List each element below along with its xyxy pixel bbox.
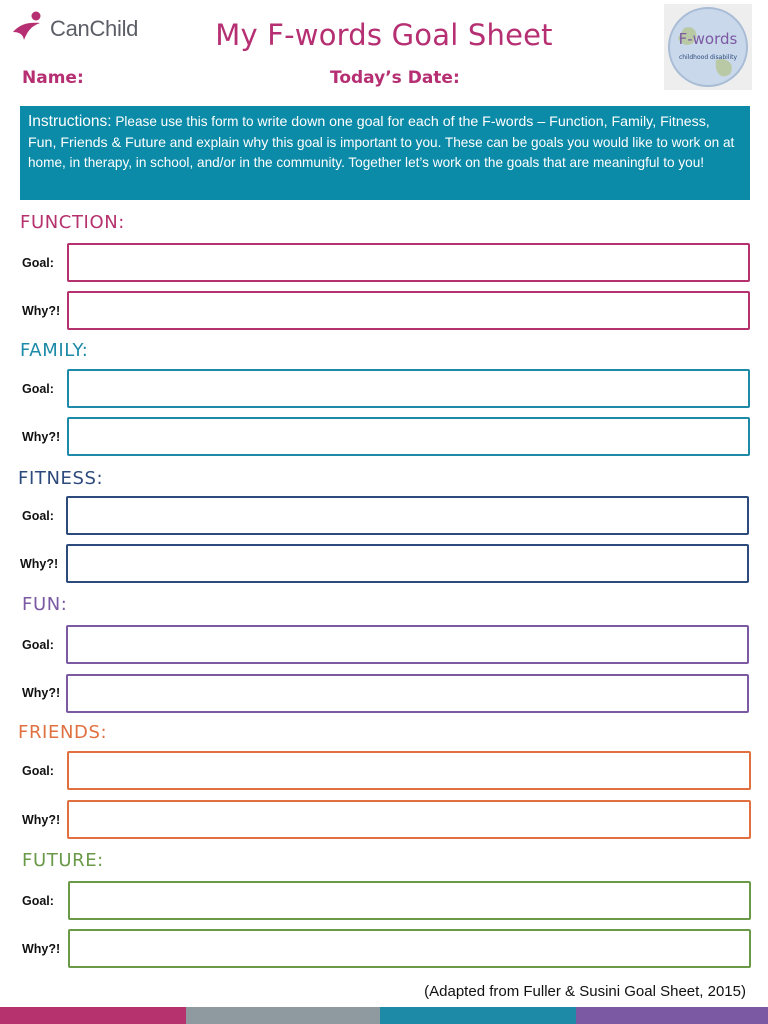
canchild-brand-text: CanChild (50, 16, 139, 41)
stripe-segment-grey (186, 1007, 380, 1024)
fun-why-field[interactable] (66, 674, 749, 713)
f-words-globe-badge (664, 4, 752, 90)
instructions-text-2: and explain (166, 134, 244, 150)
goal-label: Goal: (22, 894, 54, 908)
fitness-why-field[interactable] (66, 544, 749, 583)
family-why-field[interactable] (67, 417, 750, 456)
instructions-emphasis-2: why (243, 134, 269, 151)
why-label: Why?! (22, 686, 61, 700)
section-heading-fitness: FITNESS: (18, 468, 104, 489)
section-heading-friends: FRIENDS: (18, 722, 108, 743)
section-heading-future: FUTURE: (22, 850, 104, 871)
function-why-field[interactable] (67, 291, 750, 330)
instructions-text-3: this goal is important to you. These can be goals you would like to work on at home, in therapy, in school, and/or in the community. Together let’s work on the goals that are meaningful to you! (28, 134, 735, 170)
stripe-segment-pink (0, 1007, 186, 1024)
why-label: Why?! (22, 430, 61, 444)
instructions-box (20, 106, 750, 200)
stripe-segment-purple (576, 1007, 768, 1024)
section-heading-function: FUNCTION: (20, 212, 125, 233)
section-fun (0, 594, 768, 720)
date-label: Today’s Date: (330, 68, 460, 88)
adaptation-credit: (Adapted from Fuller & Susini Goal Sheet, 2015) (424, 983, 746, 1000)
function-goal-field[interactable] (67, 243, 750, 282)
fitness-goal-field[interactable] (66, 496, 749, 535)
friends-why-field[interactable] (67, 800, 751, 839)
goal-label: Goal: (22, 764, 54, 778)
name-label: Name: (22, 68, 84, 88)
instructions-text-1: Please use this form to (111, 114, 258, 129)
future-goal-field[interactable] (68, 881, 751, 920)
color-stripe-footer (0, 1007, 768, 1024)
friends-goal-field[interactable] (67, 751, 751, 790)
family-goal-field[interactable] (67, 369, 750, 408)
why-label: Why?! (22, 813, 61, 827)
badge-title: F-words (678, 30, 738, 48)
section-family (0, 340, 768, 466)
section-function (0, 212, 768, 338)
section-friends (0, 722, 768, 848)
goal-label: Goal: (22, 638, 54, 652)
fun-goal-field[interactable] (66, 625, 749, 664)
section-heading-family: FAMILY: (20, 340, 89, 361)
why-label: Why?! (22, 304, 61, 318)
stripe-segment-teal (380, 1007, 576, 1024)
instructions-emphasis-1: write down one goal for each of the F-words – Function, Family, Fitness, Fun, Friends & Future (28, 114, 710, 151)
badge-subtitle: childhood disability (678, 54, 738, 61)
why-label: Why?! (22, 942, 61, 956)
why-label: Why?! (20, 557, 59, 571)
page-title: My F-words Goal Sheet (215, 18, 553, 52)
section-future (0, 850, 768, 976)
goal-label: Goal: (22, 256, 54, 270)
section-fitness (0, 468, 768, 594)
goal-label: Goal: (22, 382, 54, 396)
future-why-field[interactable] (68, 929, 751, 968)
goal-label: Goal: (22, 509, 54, 523)
section-heading-fun: FUN: (22, 594, 68, 615)
instructions-lead: Instructions: (28, 113, 112, 130)
